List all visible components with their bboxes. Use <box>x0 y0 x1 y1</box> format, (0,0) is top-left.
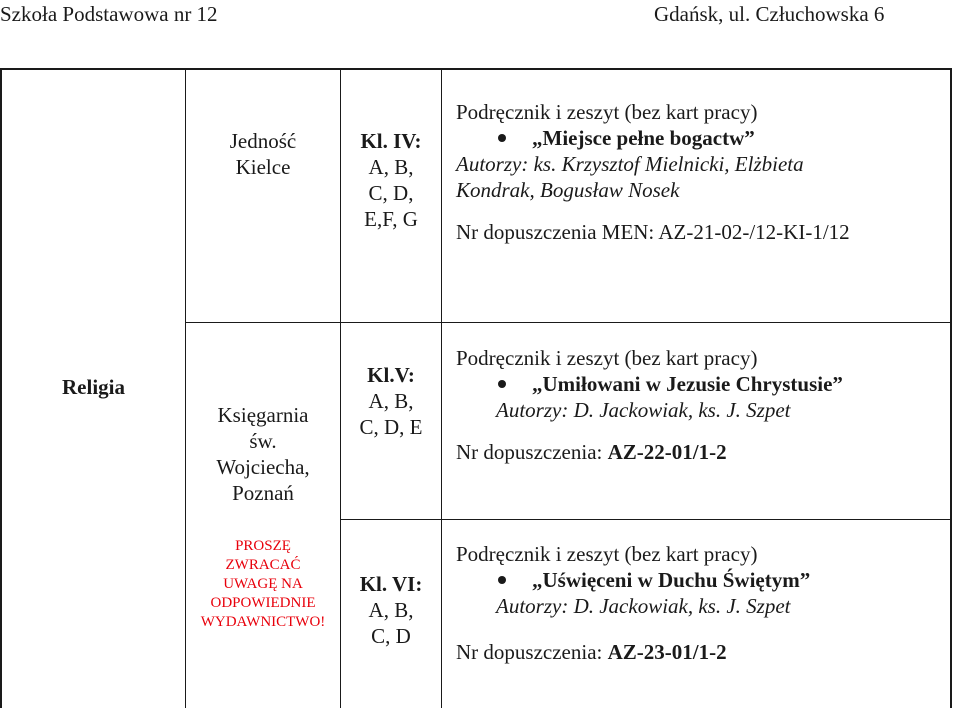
class-vi <box>341 571 441 649</box>
class-label: Kl. VI: <box>359 572 423 596</box>
notice-line: ODPOWIEDNIE <box>210 595 316 611</box>
row-divider-1 <box>186 322 950 323</box>
bullet-icon <box>498 380 506 388</box>
publisher-line: Wojciecha, <box>216 455 310 479</box>
bullet-icon <box>498 134 506 142</box>
book-title-row <box>456 125 850 151</box>
approval-number: Nr dopuszczenia MEN: AZ-21-02-/12-KI-1/12 <box>456 220 850 244</box>
approval-code: AZ-22-01/1-2 <box>607 440 727 464</box>
class-group: C, D, E <box>359 415 423 439</box>
subject-label: Religia <box>62 375 125 399</box>
class-group: E,F, G <box>364 207 418 231</box>
book-title: „Miejsce pełne bogactw” <box>532 126 755 150</box>
class-group: A, B, <box>368 598 414 622</box>
approval-code: AZ-23-01/1-2 <box>607 640 727 664</box>
book-entry-iv <box>456 99 850 245</box>
book-title-row <box>456 567 810 593</box>
table-col-divider-3 <box>441 68 442 708</box>
notice-line: UWAGĘ NA <box>223 576 303 592</box>
publisher-line: Księgarnia <box>217 403 309 427</box>
notice-line: WYDAWNICTWO! <box>200 614 326 630</box>
publisher-notice <box>186 537 340 632</box>
book-authors: Autorzy: D. Jackowiak, ks. J. Szpet <box>496 398 791 422</box>
publisher-jednosc <box>186 128 340 180</box>
approval-prefix: Nr dopuszczenia: <box>456 440 603 464</box>
publisher-line: Poznań <box>232 481 294 505</box>
book-title-row <box>456 371 843 397</box>
class-group: A, B, <box>368 155 414 179</box>
book-type: Podręcznik i zeszyt (bez kart pracy) <box>456 346 758 370</box>
approval-number <box>456 439 843 465</box>
publisher-line: Kielce <box>235 155 291 179</box>
table-top-border <box>0 68 952 70</box>
publisher-line: św. <box>249 429 277 453</box>
publisher-line: Jedność <box>229 129 297 153</box>
school-name: Szkoła Podstawowa nr 12 <box>0 2 218 26</box>
row-divider-2 <box>341 519 950 520</box>
class-v <box>341 362 441 440</box>
book-authors: Kondrak, Bogusław Nosek <box>456 178 680 202</box>
bullet-icon <box>498 576 506 584</box>
book-authors: Autorzy: ks. Krzysztof Mielnicki, Elżbieta <box>456 152 804 176</box>
notice-line: PROSZĘ <box>235 538 291 554</box>
class-label: Kl. IV: <box>360 129 422 153</box>
book-authors: Autorzy: D. Jackowiak, ks. J. Szpet <box>496 594 791 618</box>
class-group: A, B, <box>368 389 414 413</box>
book-title: „Umiłowani w Jezusie Chrystusie” <box>532 372 843 396</box>
approval-prefix: Nr dopuszczenia: <box>456 640 603 664</box>
approval-number <box>456 639 810 665</box>
class-group: C, D, <box>368 181 414 205</box>
school-address: Gdańsk, ul. Człuchowska 6 <box>654 2 885 26</box>
table-right-border <box>950 68 952 708</box>
book-type: Podręcznik i zeszyt (bez kart pracy) <box>456 542 758 566</box>
book-type: Podręcznik i zeszyt (bez kart pracy) <box>456 100 758 124</box>
book-entry-vi <box>456 541 810 665</box>
class-label: Kl.V: <box>367 363 415 387</box>
book-title: „Uświęceni w Duchu Świętym” <box>532 568 811 592</box>
notice-line: ZWRACAĆ <box>225 557 301 573</box>
class-iv <box>341 128 441 232</box>
book-entry-v <box>456 345 843 465</box>
publisher-ksiegarnia <box>186 402 340 506</box>
class-group: C, D <box>371 624 411 648</box>
